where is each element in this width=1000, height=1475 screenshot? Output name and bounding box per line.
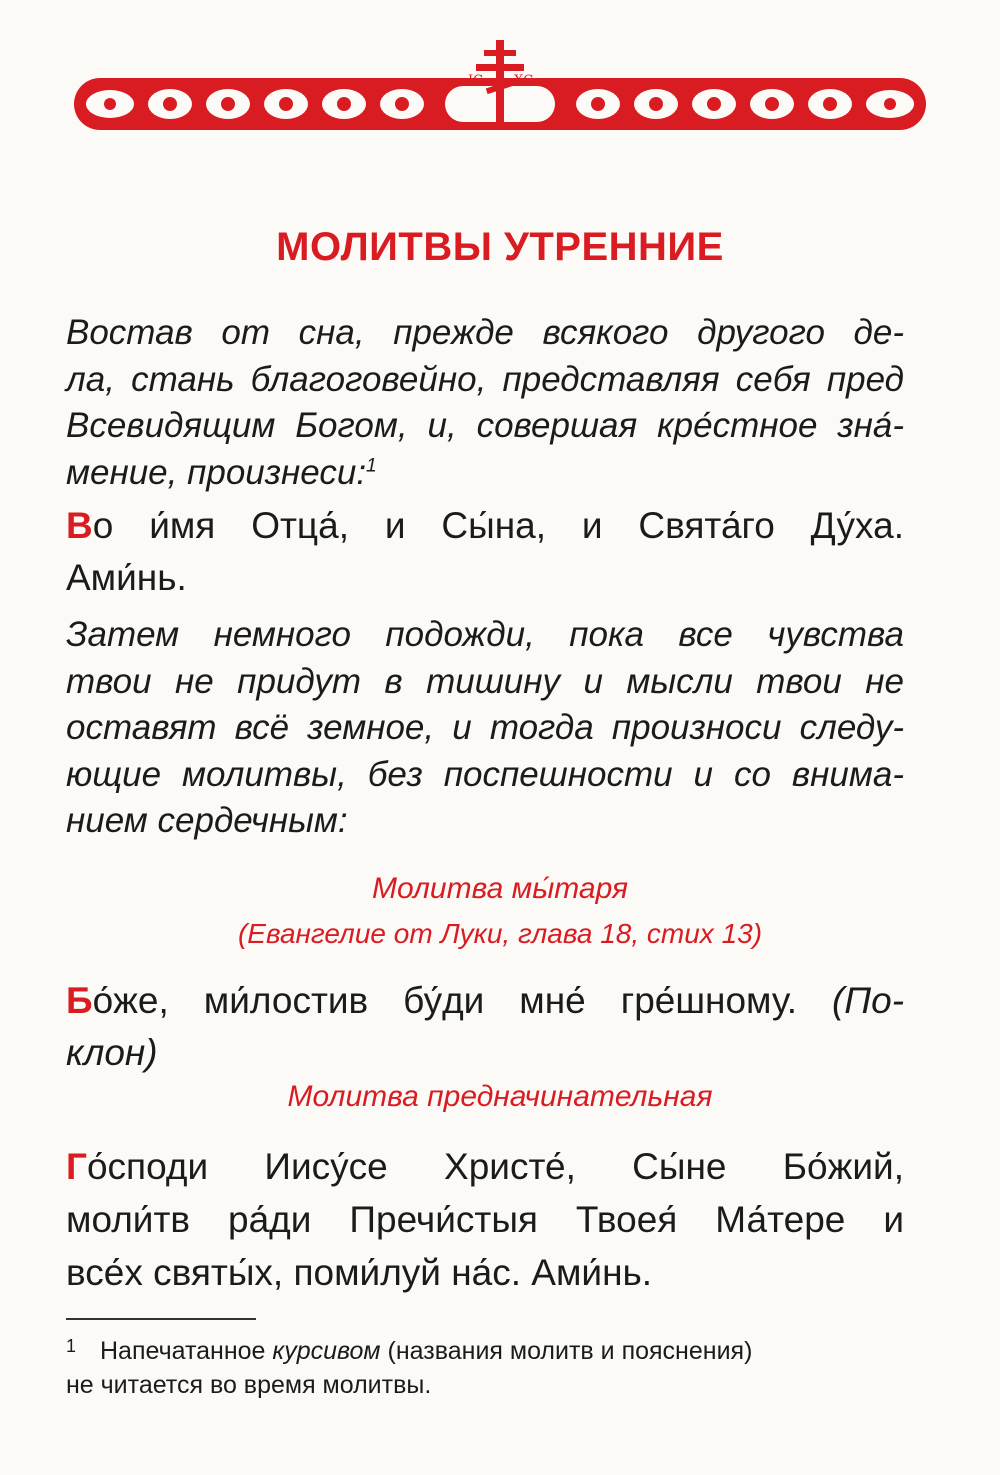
footnote-divider xyxy=(66,1318,256,1320)
preliminary-line: Го́споди Иису́се Христе́, Сы́не Бо́жий, xyxy=(66,1146,904,1187)
publican-prayer-text xyxy=(66,975,904,1079)
footnote-mark: 1 xyxy=(66,1336,77,1356)
invocation-line: Ами́нь. xyxy=(66,557,187,598)
instruction-line: нием сердечным: xyxy=(66,801,348,840)
intro-line: Всевидящим Богом, и, совершая кре́стное зна́- xyxy=(66,406,904,445)
intro-line-last: мение, произнеси:$^1$ xyxy=(66,452,377,492)
invocation-line: Во и́мя Отца́, и Сы́на, и Свята́го Ду́ха. xyxy=(66,505,904,546)
intro-paragraph xyxy=(66,310,904,496)
svg-text:ХС: ХС xyxy=(514,73,534,88)
instruction-line: оставят всё земное, и тогда произноси следу- xyxy=(66,708,904,747)
footnote-ref: 1 xyxy=(366,454,377,476)
footnote: 1 Напечатанное курсивом (названия молитв и пояснения) не читается во время молитвы. xyxy=(66,1336,753,1399)
publican-prayer-source: (Евангелие от Луки, глава 18, стих 13) xyxy=(237,918,763,949)
instruction-line: Затем немного подожди, пока все чувства xyxy=(66,615,904,654)
bow-note: (По- xyxy=(831,980,905,1021)
svg-text:IС: IС xyxy=(468,73,484,88)
instruction-line: твои не придут в тишину и мысли твои не xyxy=(66,661,904,701)
invocation-paragraph xyxy=(66,500,904,604)
footnote-italic-word: курсивом xyxy=(272,1337,381,1365)
page-title: МОЛИТВЫ УТРЕННИЕ xyxy=(276,225,724,269)
publican-prayer-title: Молитва мы́таря xyxy=(372,872,628,905)
instruction-paragraph xyxy=(66,612,904,845)
drop-initial: В xyxy=(66,505,93,546)
preliminary-prayer-text xyxy=(66,1140,904,1299)
orthodox-cross-ornament-icon xyxy=(60,40,940,140)
publican-line: Бо́же, ми́лостив бу́ди мне́ гре́шному. (По- xyxy=(66,980,905,1021)
preliminary-line: все́х святы́х, поми́луй на́с. Ами́нь. xyxy=(66,1252,653,1293)
instruction-line: ющие молитвы, без поспешности и со внима- xyxy=(66,754,904,794)
footnote-line2: не читается во время молитвы. xyxy=(66,1371,432,1399)
intro-line: ла, стань благоговейно, представляя себя пред xyxy=(66,359,904,399)
preliminary-prayer-title: Молитва предначинательная xyxy=(287,1080,713,1113)
preliminary-line: моли́тв ра́ди Пречи́стыя Твоея́ Ма́тере и xyxy=(66,1199,904,1240)
bow-note-cont: клон) xyxy=(66,1032,158,1073)
intro-line: Востав от сна, прежде всякого другого де- xyxy=(66,313,904,352)
drop-initial: Г xyxy=(66,1146,87,1187)
drop-initial: Б xyxy=(66,980,93,1021)
